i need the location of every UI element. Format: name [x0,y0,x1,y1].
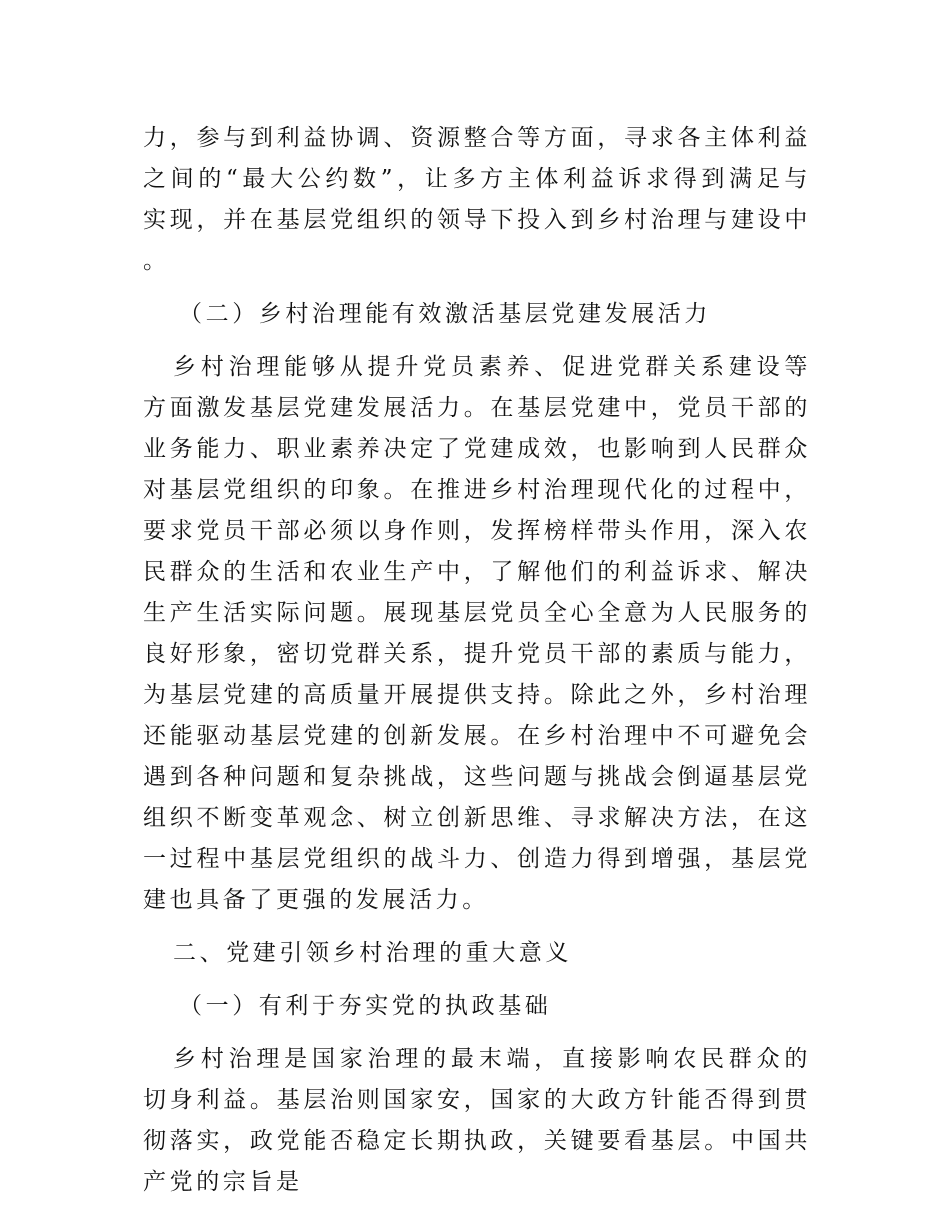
paragraph-body-2: 乡村治理是国家治理的最末端，直接影响农民群众的切身利益。基层治则国家安，国家的大政方针能否得到贯彻落实，政党能否稳定长期执政，关键要看基层。中国共产党的宗旨是 [143,1046,811,1195]
section-heading-1: （一）有利于夯实党的执政基础 [179,993,552,1019]
paragraph-continuation: 力，参与到利益协调、资源整合等方面，寻求各主体利益之间的“最大公约数”，让多方主体利益诉求得到满足与实现，并在基层党组织的领导下投入到乡村治理与建设中。 [143,125,811,274]
section-heading-2: （二）乡村治理能有效激活基层党建发展活力 [179,301,711,327]
chapter-heading: 二、党建引领乡村治理的重大意义 [173,940,572,966]
paragraph-body: 乡村治理能够从提升党员素养、促进党群关系建设等方面激发基层党建发展活力。在基层党建中，党员干部的业务能力、职业素养决定了党建成效，也影响到人民群众对基层党组织的印象。在推进乡村治理现代化的过程中，要求党员干部必须以身作则，发挥榜样带头作用，深入农民群众的生活和农业生产中，了解他们的利益诉求、解决生产生活实际问题。展现基层党员全心全意为人民服务的良好形象，密切党群关系，提升党员干部的素质与能力，为基层党建的高质量开展提供支持。除此之外，乡村治理还能驱动基层党建的创新发展。在乡村治理中不可避免会遇到各种问题和复杂挑战，这些问题与挑战会倒逼基层党组织不断变革观念、树立创新思维、寻求解决方法，在这一过程中基层党组织的战斗力、创造力得到增强，基层党建也具备了更强的发展活力。 [143,354,811,913]
document-page [143,118,811,1203]
